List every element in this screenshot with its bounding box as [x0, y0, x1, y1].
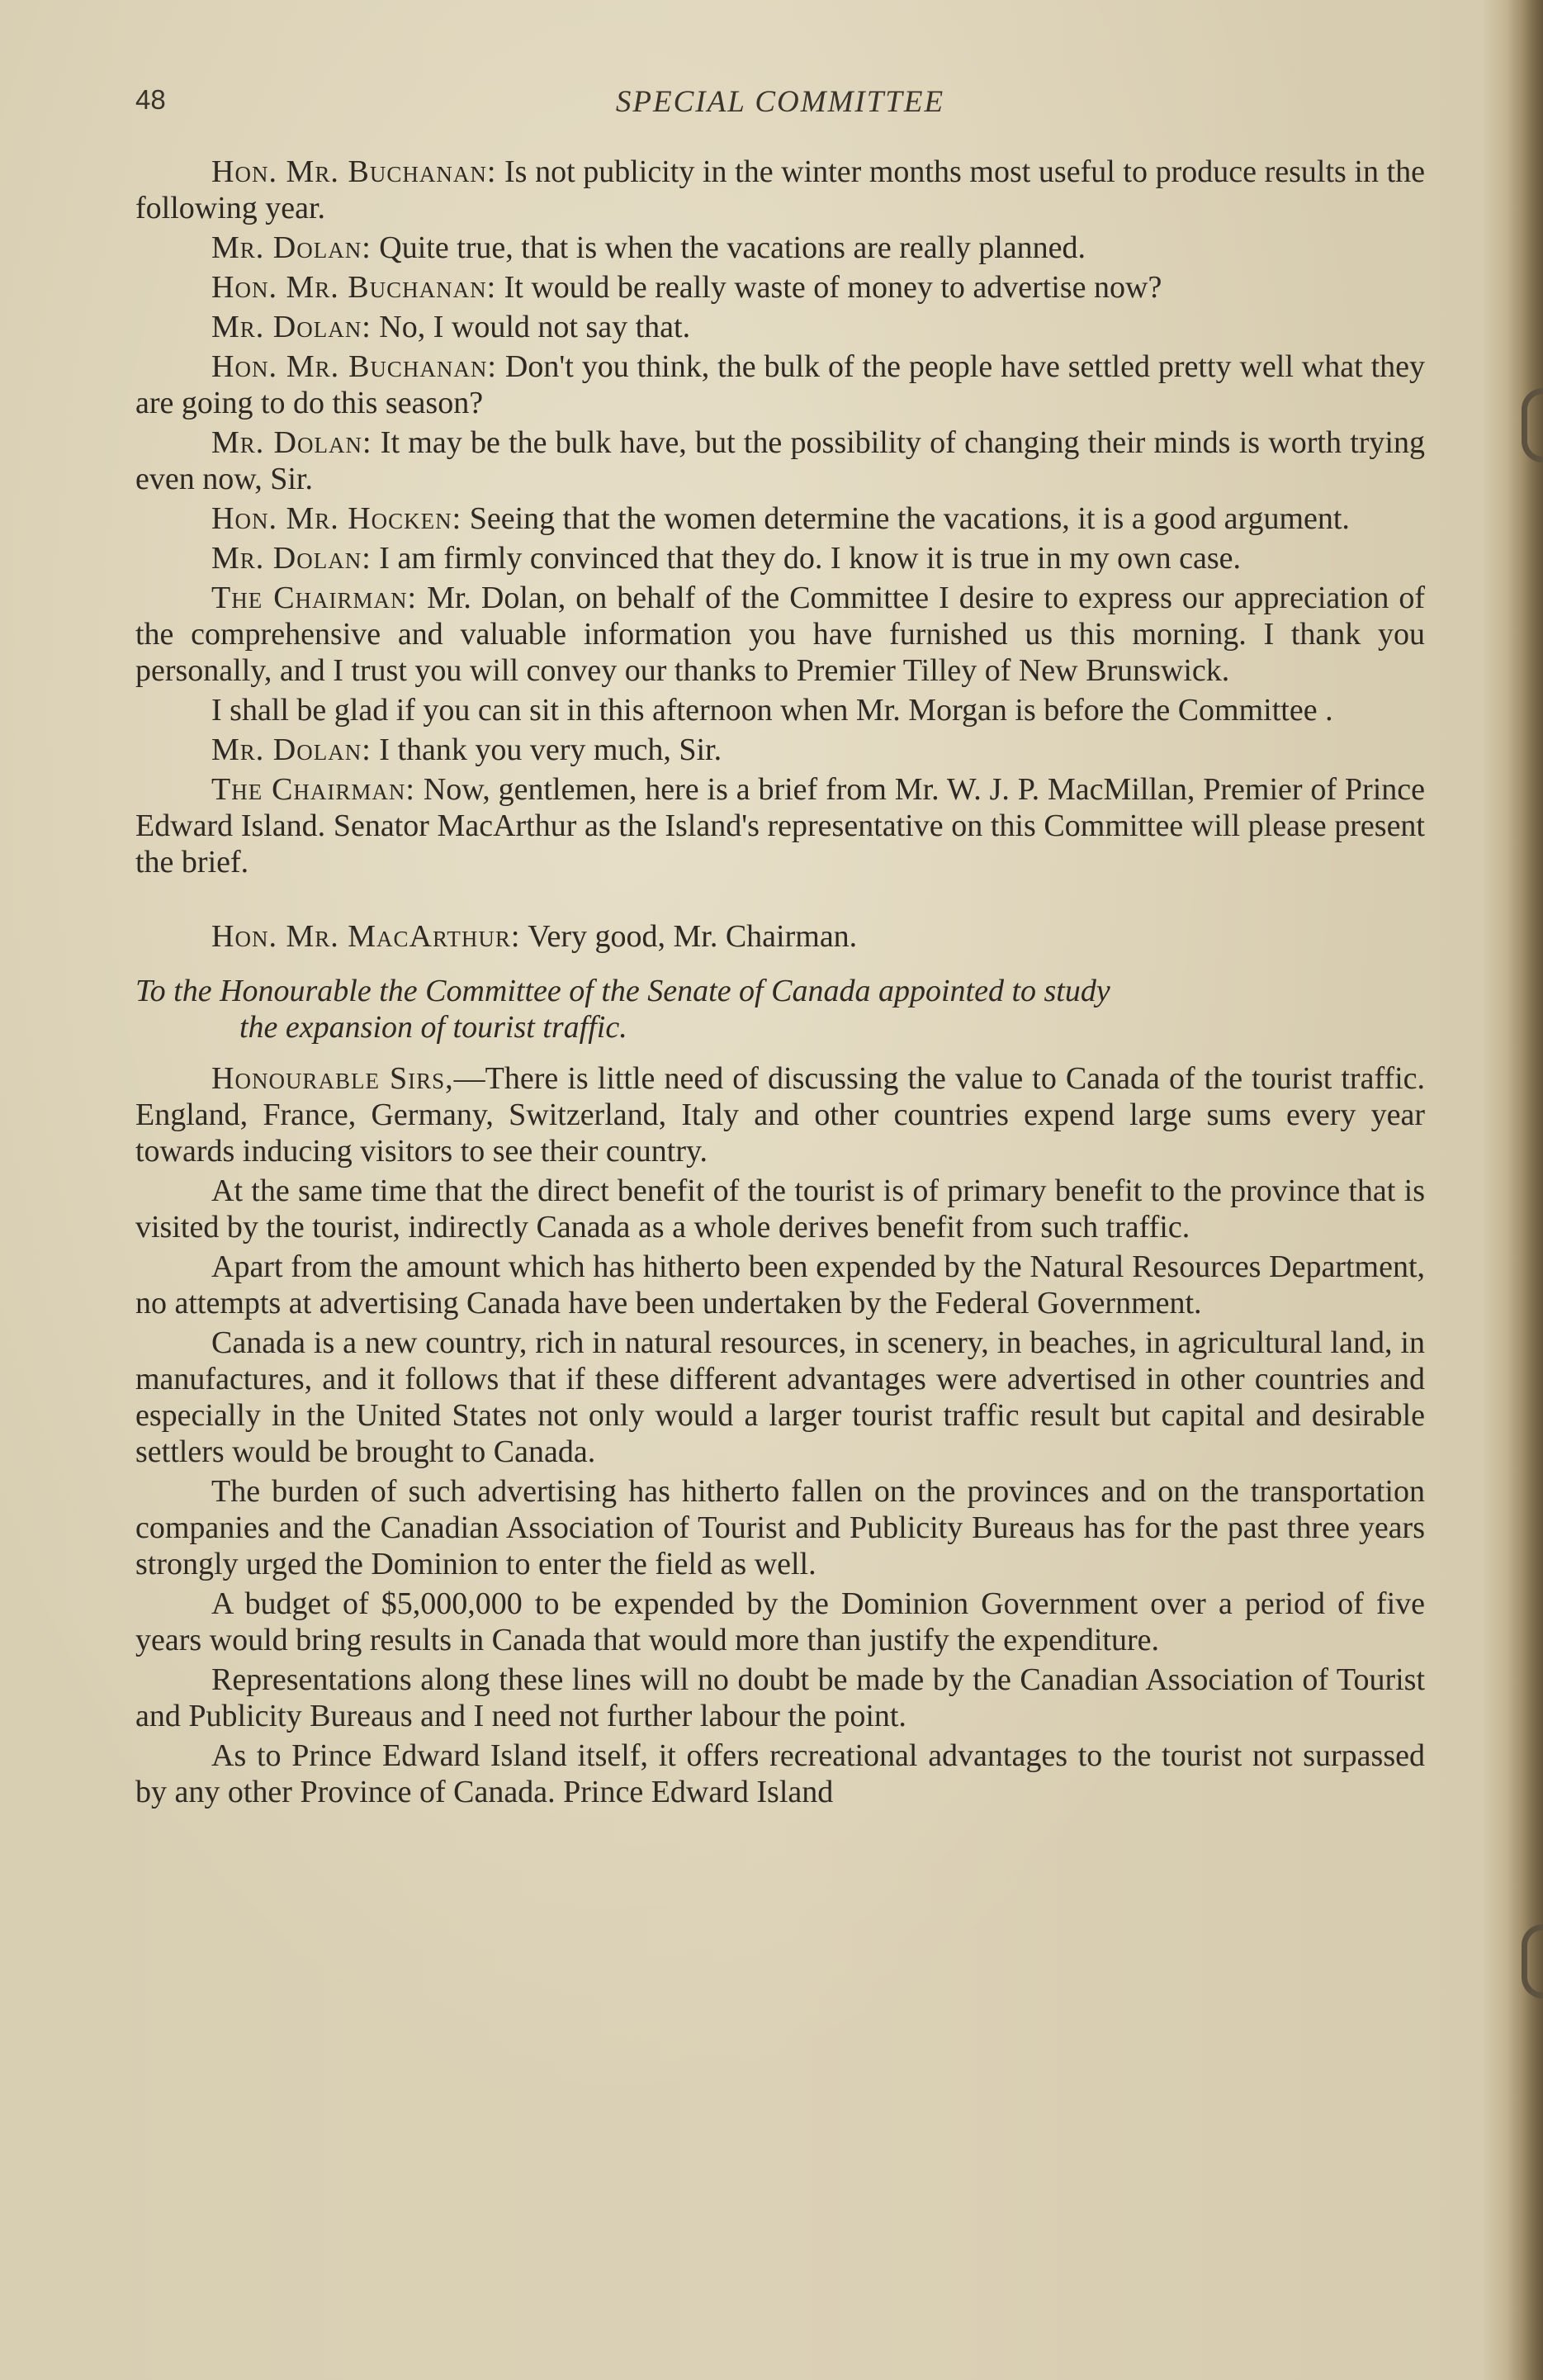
binder-clip-mark: [1522, 388, 1543, 462]
speaker: Mr. Dolan:: [211, 541, 372, 576]
speaker: Hon. Mr. Buchanan:: [211, 270, 497, 305]
paragraph-text: The burden of such advertising has hitherto fallen on the provinces and on the transportation companies and the Canadian Association of Tourist and Publicity Bureaus has for the past three years strongly urged the Dominion to enter the field as well.: [135, 1474, 1425, 1581]
paragraph-text: Is not publicity in the winter months most useful to produce results in the following year.: [135, 154, 1426, 225]
brief-paragraph: [135, 1173, 1425, 1245]
address-line: the expansion of tourist traffic.: [239, 1010, 627, 1045]
binder-clip-mark: [1522, 1924, 1543, 1998]
paragraph: [135, 918, 1425, 955]
paragraph: [135, 154, 1425, 226]
paragraph: [135, 230, 1425, 266]
address-line: To the Honourable the Committee of the Senate of Canada appointed to study: [135, 974, 1110, 1008]
paragraph: [135, 269, 1425, 306]
paragraph-text: At the same time that the direct benefit of the tourist is of primary benefit to the province that is visited by the tourist, indirectly Canada as a whole derives benefit from such traffic.: [135, 1173, 1425, 1245]
brief-address: [135, 973, 1425, 1045]
salutation: Honourable Sirs,: [211, 1061, 454, 1096]
paragraph-text: No, I would not say that.: [371, 310, 691, 344]
paragraph: [135, 348, 1425, 421]
paragraph-text: It would be really waste of money to advertise now?: [496, 270, 1162, 305]
brief-paragraph: [135, 1060, 1425, 1169]
paragraph: [135, 540, 1425, 576]
speaker: Hon. Mr. Buchanan:: [211, 154, 497, 189]
speaker: Mr. Dolan:: [211, 425, 372, 460]
speaker: The Chairman:: [211, 772, 415, 807]
brief-paragraph: [135, 1738, 1425, 1810]
brief-paragraph: [135, 1249, 1425, 1321]
paragraph: [135, 309, 1425, 345]
paragraph: [135, 500, 1425, 537]
paragraph: [135, 732, 1425, 768]
page-body: [135, 154, 1425, 1813]
paragraph-text: I shall be glad if you can sit in this afternoon when Mr. Morgan is before the Committee .: [211, 693, 1333, 728]
speaker: Mr. Dolan:: [211, 732, 372, 767]
brief-paragraph: [135, 1662, 1425, 1734]
paragraph-text: Apart from the amount which has hitherto been expended by the Natural Resources Department, no attempts at advertising Canada have been undertaken by the Federal Government.: [135, 1249, 1425, 1320]
paragraph-text: Very good, Mr. Chairman.: [520, 919, 858, 954]
page-number: 48: [135, 84, 166, 115]
speaker: The Chairman:: [211, 581, 418, 615]
speaker: Hon. Mr. Hocken:: [211, 501, 462, 536]
paragraph: [135, 771, 1425, 880]
paragraph-text: Now, gentlemen, here is a brief from Mr. W. J. P. MacMillan, Premier of Prince Edward Island. Senator MacArthur as the Island's representative on this Committee will please present the brief.: [135, 772, 1425, 879]
paragraph-text: Quite true, that is when the vacations are really planned.: [371, 230, 1086, 265]
paragraph-text: I am firmly convinced that they do. I know it is true in my own case.: [371, 541, 1241, 576]
paragraph-text: As to Prince Edward Island itself, it offers recreational advantages to the tourist not surpassed by any other Province of Canada. Prince Edward Island: [135, 1738, 1425, 1809]
paragraph-text: I thank you very much, Sir.: [371, 732, 722, 767]
paragraph-text: Representations along these lines will no doubt be made by the Canadian Association of Tourist and Publicity Bureaus and I need not further labour the point.: [135, 1662, 1425, 1733]
speaker: Mr. Dolan:: [211, 230, 372, 265]
speaker: Mr. Dolan:: [211, 310, 372, 344]
paragraph-text: Mr. Dolan, on behalf of the Committee I desire to express our appreciation of the comprehensive and valuable information you have furnished us this morning. I thank you personally, and I trust you will convey our thanks to Premier Tilley of New Brunswick.: [135, 581, 1425, 688]
paragraph: [135, 580, 1425, 689]
speaker: Hon. Mr. MacArthur:: [211, 919, 521, 954]
paragraph-text: A budget of $5,000,000 to be expended by the Dominion Government over a period of five years would bring results in Canada that would more than justify the expenditure.: [135, 1586, 1425, 1657]
brief-paragraph: [135, 1473, 1425, 1582]
paragraph-text: It may be the bulk have, but the possibility of changing their minds is worth trying even now, Sir.: [135, 425, 1425, 496]
brief-paragraph: [135, 1325, 1425, 1470]
brief-paragraph: [135, 1586, 1425, 1658]
paragraph: [135, 424, 1425, 497]
running-title: SPECIAL COMMITTEE: [615, 85, 945, 119]
paragraph: [135, 692, 1425, 728]
paragraph-text: Seeing that the women determine the vacations, it is a good argument.: [461, 501, 1350, 536]
paragraph-text: Don't you think, the bulk of the people have settled pretty well what they are going to do this season?: [135, 349, 1426, 420]
page-header: [135, 84, 1425, 126]
binding-edge-shadow: [1507, 0, 1543, 2380]
speaker: Hon. Mr. Buchanan:: [211, 349, 497, 384]
paragraph-text: —There is little need of discussing the value to Canada of the tourist traffic. England, France, Germany, Switzerland, Italy and other countries expend large sums every year towards inducing visitors to see their country.: [135, 1061, 1425, 1169]
paragraph-text: Canada is a new country, rich in natural resources, in scenery, in beaches, in agricultural land, in manufactures, and it follows that if these different advantages were advertised in other countries and especially in the United States not only would a larger tourist traffic result but capital and desirable settlers would be brought to Canada.: [135, 1325, 1425, 1469]
